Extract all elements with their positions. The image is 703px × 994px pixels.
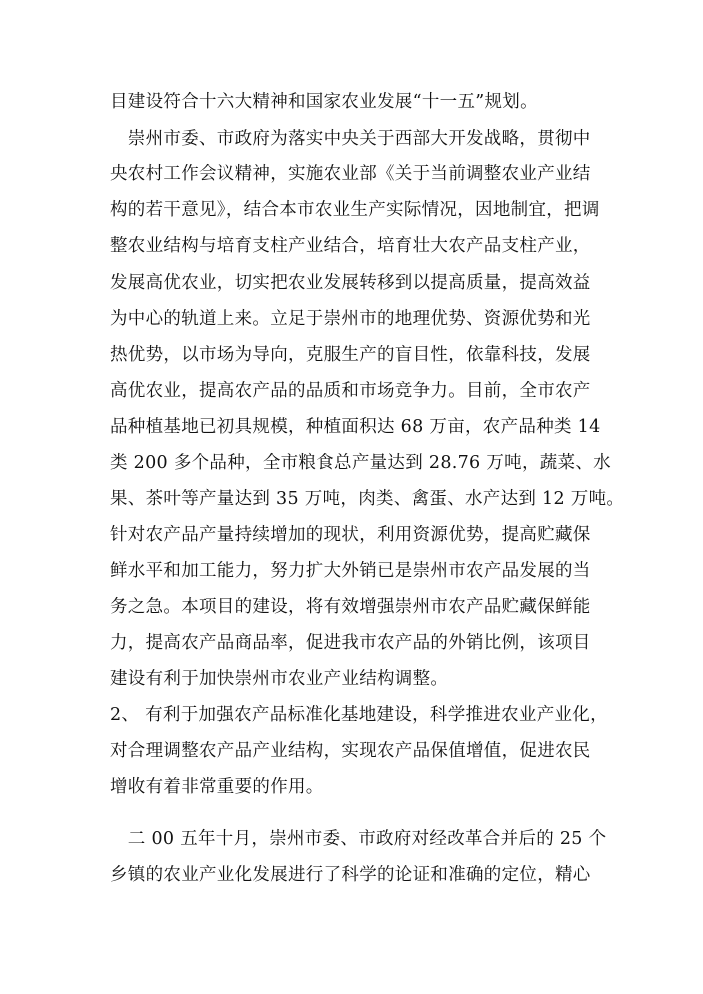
text-line: 鲜水平和加工能力，努力扩大外销已是崇州市农产品发展的当 xyxy=(110,561,591,581)
text-line: 为中心的轨道上来。立足于崇州市的地理优势、资源优势和光 xyxy=(110,309,591,329)
text-line: 建设有利于加快崇州市农业产业结构调整。 xyxy=(110,669,449,689)
text-line: 目建设符合十六大精神和国家农业发展“十一五”规划。 xyxy=(110,92,538,112)
text-line: 对合理调整农产品产业结构，实现农产品保值增值，促进农民 xyxy=(110,741,591,761)
text-line: 品种植基地已初具规模，种植面积达 68 万亩，农产品种类 14 xyxy=(110,417,601,437)
text-line: 热优势，以市场为导向，克服生产的盲目性，依靠科技，发展 xyxy=(110,345,591,365)
text-line: 针对农产品产量持续增加的现状，利用资源优势，提高贮藏保 xyxy=(110,525,591,545)
text-line: 果、茶叶等产量达到 35 万吨，肉类、禽蛋、水产达到 12 万吨。 xyxy=(110,489,625,509)
text-line: 增收有着非常重要的作用。 xyxy=(110,777,324,797)
text-line: 类 200 多个品种，全市粮食总产量达到 28.76 万吨，蔬菜、水 xyxy=(110,453,611,473)
text-line: 整农业结构与培育支柱产业结合，培育壮大农产品支柱产业， xyxy=(110,236,591,256)
text-line: 崇州市委、市政府为落实中央关于西部大开发战略，贯彻中 xyxy=(110,129,591,149)
text-line: 2、 有利于加强农产品标准化基地建设，科学推进农业产业化， xyxy=(110,705,608,725)
text-line: 构的若干意见》，结合本市农业生产实际情况，因地制宜，把调 xyxy=(110,200,600,220)
text-line: 乡镇的农业产业化发展进行了科学的论证和准确的定位，精心 xyxy=(110,865,591,885)
text-line: 发展高优农业，切实把农业发展转移到以提高质量，提高效益 xyxy=(110,273,591,293)
text-line: 二 00 五年十月，崇州市委、市政府对经改革合并后的 25 个 xyxy=(110,829,607,849)
text-line: 高优农业，提高农产品的品质和市场竞争力。目前，全市农产 xyxy=(110,381,591,401)
text-line: 务之急。本项目的建设，将有效增强崇州市农产品贮藏保鲜能 xyxy=(110,597,591,617)
text-line: 央农村工作会议精神，实施农业部《关于当前调整农业产业结 xyxy=(110,164,591,184)
text-line: 力，提高农产品商品率，促进我市农产品的外销比例，该项目 xyxy=(110,633,591,653)
